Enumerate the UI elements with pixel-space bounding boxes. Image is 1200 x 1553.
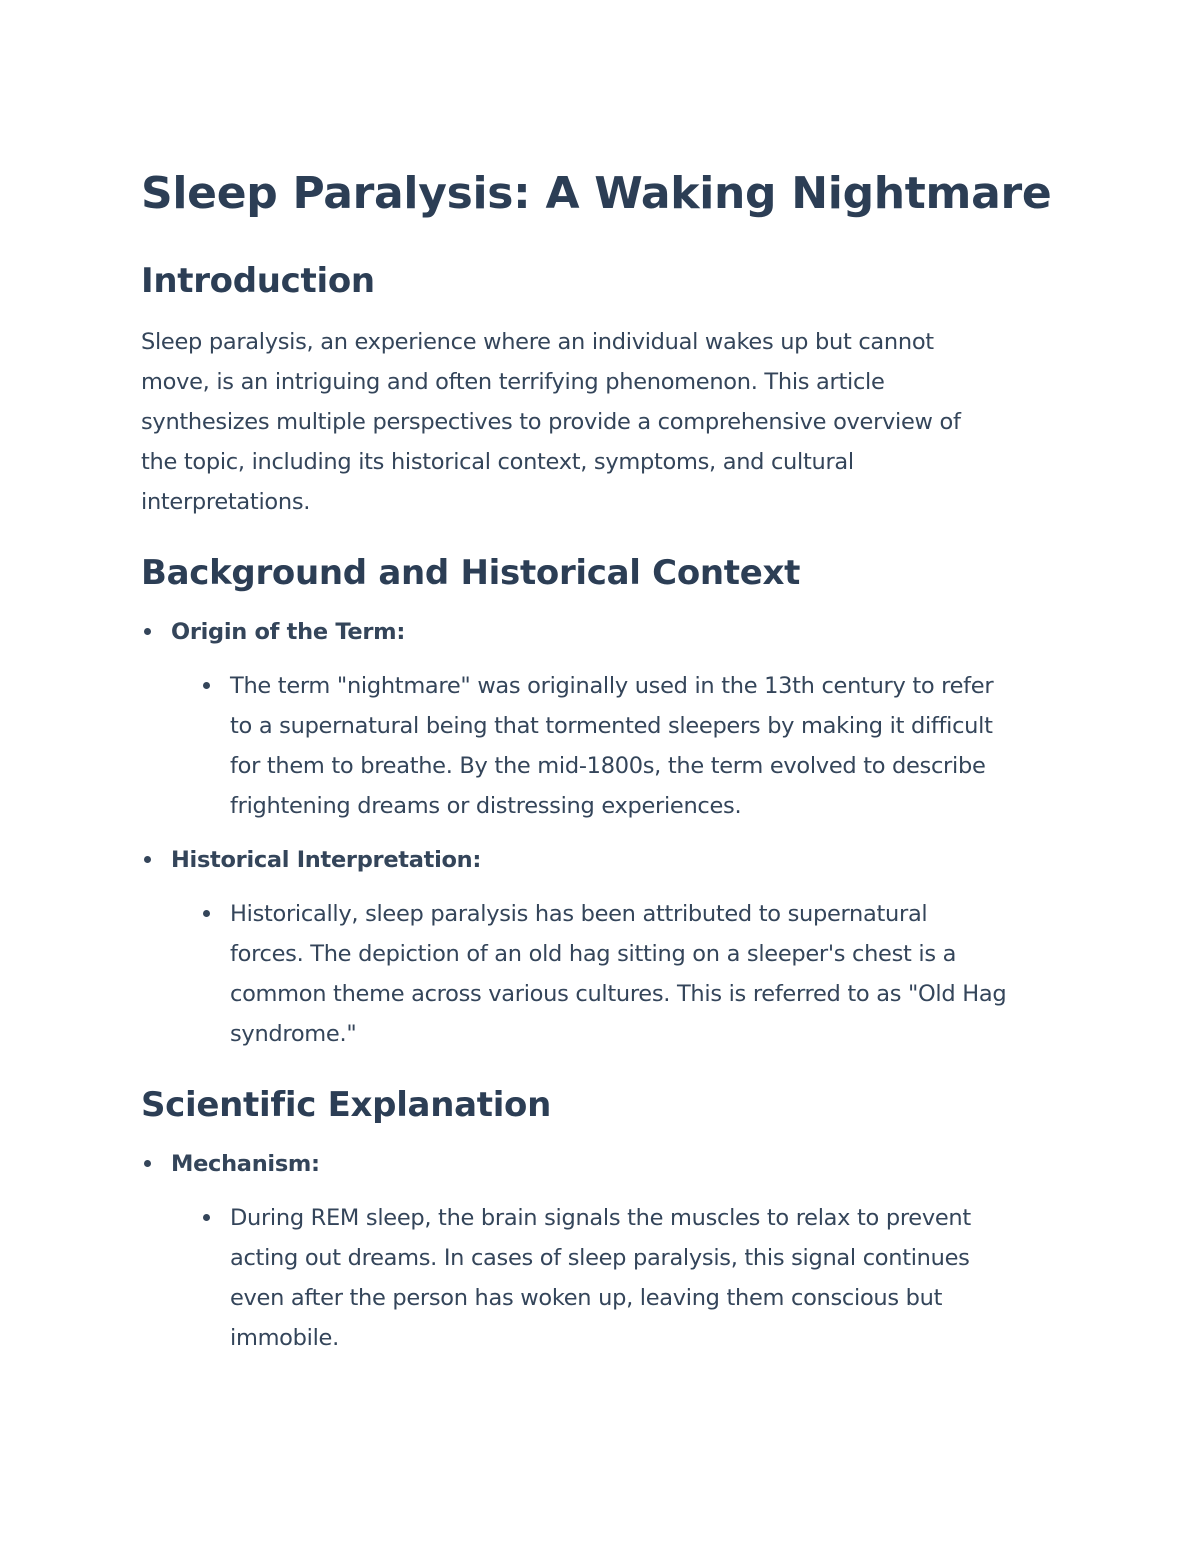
paragraph-line: to a supernatural being that tormented sleepers by making it difficult: [230, 713, 993, 739]
paragraph-line: even after the person has woken up, leaving them conscious but: [230, 1285, 943, 1311]
bullet-icon: [203, 1214, 210, 1221]
sub-list: [171, 666, 1060, 826]
sub-list: [171, 1198, 1060, 1358]
list-item-term: Origin of the Term:: [171, 619, 406, 645]
sub-list-item: [171, 1198, 1060, 1358]
bullet-icon: [203, 910, 210, 917]
introduction-paragraph: [141, 322, 1060, 522]
paragraph-line: immobile.: [230, 1325, 339, 1351]
paragraph-line: common theme across various cultures. This is referred to as "Old Hag: [230, 981, 1007, 1007]
list-item: [141, 1144, 1060, 1358]
paragraph-line: acting out dreams. In cases of sleep paralysis, this signal continues: [230, 1245, 970, 1271]
paragraph-line: the topic, including its historical context, symptoms, and cultural: [141, 449, 854, 475]
list-item-term: Mechanism:: [171, 1151, 320, 1177]
bullet-icon: [144, 1160, 151, 1167]
paragraph-line: forces. The depiction of an old hag sitting on a sleeper's chest is a: [230, 941, 957, 967]
paragraph-line: Sleep paralysis, an experience where an individual wakes up but cannot: [141, 329, 934, 355]
document-title: Sleep Paralysis: A Waking Nightmare: [141, 168, 1052, 219]
bullet-icon: [144, 856, 151, 863]
paragraph-line: for them to breathe. By the mid-1800s, the term evolved to describe: [230, 753, 986, 779]
introduction-heading: Introduction: [141, 261, 375, 301]
sub-list-item: [171, 666, 1060, 826]
list-item: [141, 612, 1060, 826]
science-heading: Scientific Explanation: [141, 1085, 552, 1125]
paragraph-line: syndrome.": [230, 1021, 357, 1047]
bullet-icon: [203, 682, 210, 689]
paragraph-line: synthesizes multiple perspectives to provide a comprehensive overview of: [141, 409, 961, 435]
list-item-term: Historical Interpretation:: [171, 847, 482, 873]
bullet-icon: [144, 628, 151, 635]
paragraph-line: The term "nightmare" was originally used in the 13th century to refer: [230, 673, 994, 699]
paragraph-line: Historically, sleep paralysis has been attributed to supernatural: [230, 901, 928, 927]
background-heading: Background and Historical Context: [141, 553, 801, 593]
sub-list-text: [230, 666, 1060, 826]
background-list: [141, 612, 1060, 1054]
sub-list-item: [171, 894, 1060, 1054]
science-list: [141, 1144, 1060, 1358]
paragraph-line: move, is an intriguing and often terrifying phenomenon. This article: [141, 369, 885, 395]
paragraph-line: frightening dreams or distressing experiences.: [230, 793, 742, 819]
paragraph-line: During REM sleep, the brain signals the muscles to relax to prevent: [230, 1205, 971, 1231]
paragraph-line: interpretations.: [141, 489, 311, 515]
sub-list: [171, 894, 1060, 1054]
list-item: [141, 840, 1060, 1054]
sub-list-text: [230, 894, 1060, 1054]
sub-list-text: [230, 1198, 1060, 1358]
